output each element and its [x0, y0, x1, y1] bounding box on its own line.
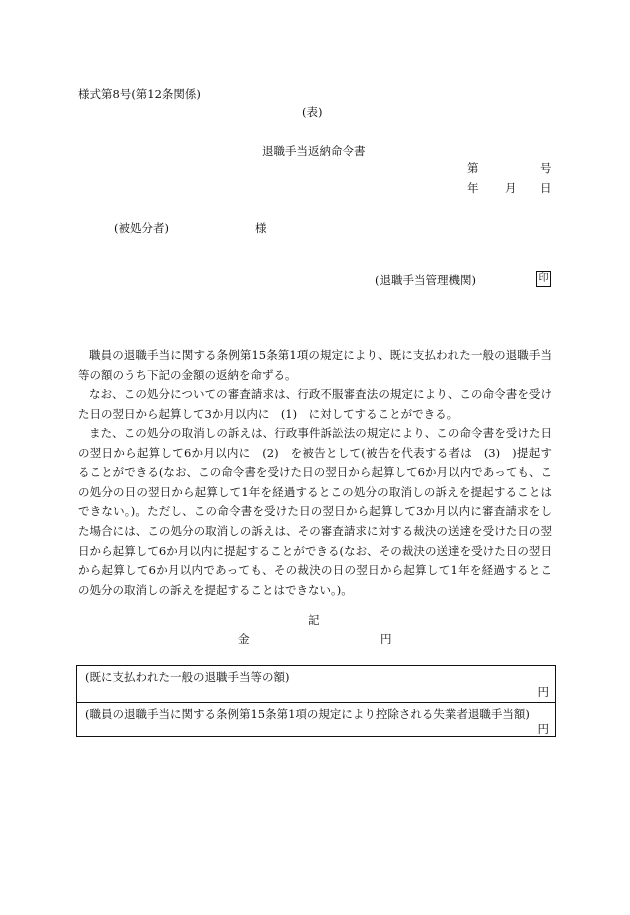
document-title: 退職手当返納命令書 — [262, 144, 366, 158]
table-row-unit: 円 — [537, 685, 549, 699]
ki-label: 記 — [308, 613, 320, 627]
date-year: 年 — [467, 181, 479, 195]
table-row-label: (既に支払われた一般の退職手当等の額) — [85, 670, 290, 684]
body-paragraph-3: また、この処分の取消しの訴えは、行政事件訴訟法の規定により、この命令書を受けた日の翌日から起算して6か月以内に (2) を被告として(被告を代表する者は (3) )提起することができる(なお、この命令書を受けた日の翌日から起算して6か月以内であっても、この処分の日の翌日から起算して1年を経過するとこの処分の取消しの訴えを提起することはできない。)。ただし、この命令書を受けた日の翌日から起算して3か月以内に審査請求をした場合には、この処分の取消しの訴えは、その審査請求に対する裁決の送達を受けた日の翌日から起算して6か月以内に提起することができる(なお、その裁決の送達を受けた日の翌日から起算して6か月以内であっても、その裁決の日の翌日から起算して1年を経過するとこの処分の取消しの訴えを提起することはできない。)。 — [78, 426, 552, 597]
issuer-label: (退職手当管理機関) — [375, 273, 476, 287]
body-paragraph-1: 職員の退職手当に関する条例第15条第1項の規定により、既に支払われた一般の退職手当等の額のうち下記の金額の返納を命ずる。 — [78, 348, 552, 382]
doc-number-dai: 第 — [467, 161, 479, 175]
amount-kin: 金 — [238, 632, 250, 646]
table-row — [77, 702, 555, 739]
table-row-label: (職員の退職手当に関する条例第15条第1項の規定により控除される失業者退職手当額) — [85, 707, 530, 721]
recipient-honorific: 様 — [255, 221, 267, 235]
amount-table — [76, 665, 556, 737]
date-day: 日 — [540, 181, 552, 195]
form-number: 様式第8号(第12条関係) — [78, 87, 201, 101]
seal-mark: 印 — [536, 271, 551, 287]
date-month: 月 — [505, 181, 517, 195]
table-row — [77, 666, 555, 702]
table-row-unit: 円 — [537, 722, 549, 736]
side-label: (表) — [302, 105, 323, 119]
amount-yen: 円 — [380, 632, 392, 646]
doc-number-go: 号 — [540, 161, 552, 175]
body-paragraph-2: なお、この処分についての審査請求は、行政不服審査法の規定により、この命令書を受けた日の翌日から起算して3か月以内に (1) に対してすることができる。 — [78, 387, 552, 421]
recipient-label: (被処分者) — [114, 221, 169, 235]
